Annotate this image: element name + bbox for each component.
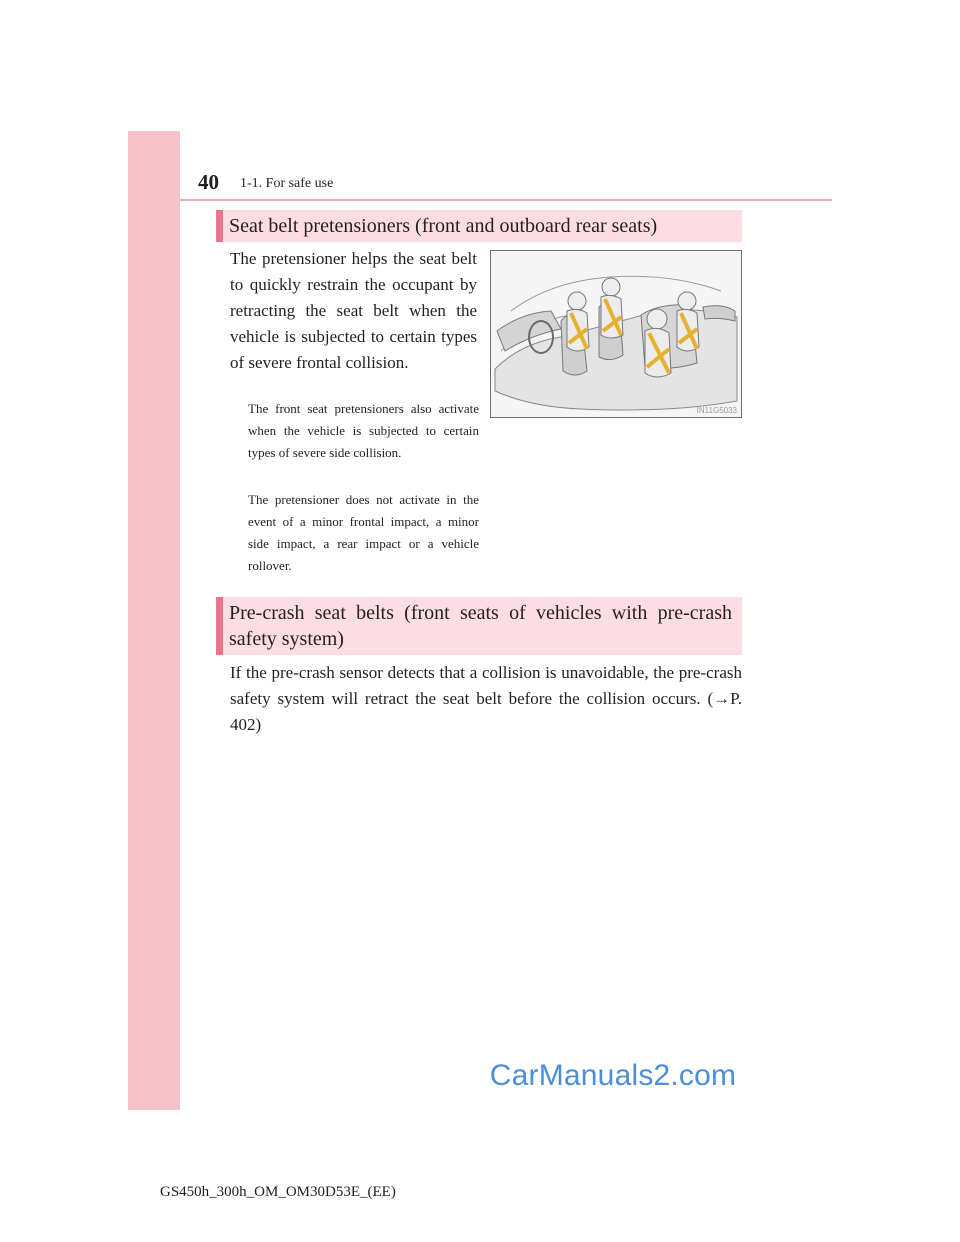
pre-crash-body: If the pre-crash sensor detects that a collision is unavoidable, the pre-crash safety system will retract the seat belt before the collision occurs. (→P. 402) <box>230 663 742 734</box>
pretensioner-note-minor: The pretensioner does not activate in the event of a minor frontal impact, a minor side impact, a rear impact or a vehicle rollover. <box>248 492 479 573</box>
heading-pre-crash-seat-belts: Pre-crash seat belts (front seats of vehicles with pre-crash safety system) <box>216 597 742 655</box>
vehicle-cutaway-drawing <box>491 251 741 417</box>
heading-seat-belt-pretensioners: Seat belt pretensioners (front and outboard rear seats) <box>216 210 742 242</box>
header-rule <box>180 199 832 201</box>
pretensioner-note-side: The front seat pretensioners also activate when the vehicle is subjected to certain types of severe side collision. <box>248 401 479 460</box>
figure-code: IN11G5033 <box>696 406 737 415</box>
pretensioner-intro: The pretensioner helps the seat belt to quickly restrain the occupant by retracting the seat belt when the vehicle is subjected to certain types of severe frontal collision. <box>230 249 477 372</box>
footer-doc-code: GS450h_300h_OM_OM30D53E_(EE) <box>160 1184 396 1200</box>
watermark-logo: CarManuals2.com <box>489 1059 737 1092</box>
section-label: 1-1. For safe use <box>240 176 334 191</box>
vehicle-occupants-illustration <box>490 250 742 418</box>
page-number: 40 <box>198 170 219 194</box>
side-tab-band <box>128 131 180 1110</box>
